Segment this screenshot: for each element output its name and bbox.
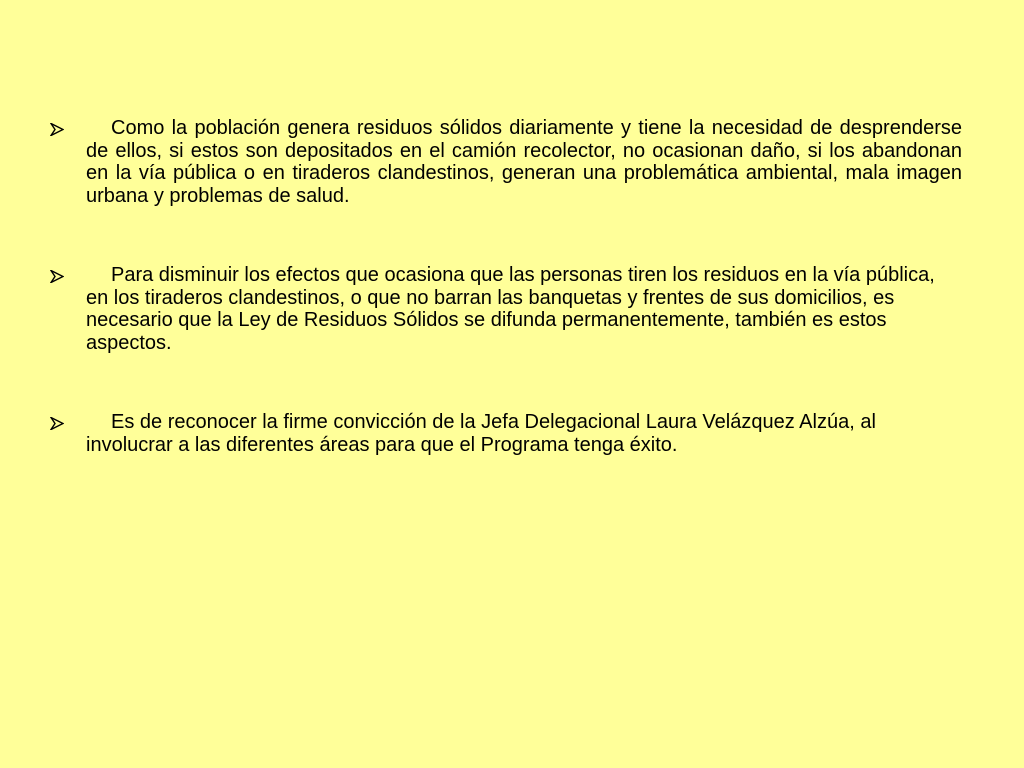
bullet-item-3 [50,411,962,456]
bullet-text-2: Para disminuir los efectos que ocasiona que las personas tiren los residuos en la vía pública, en los tiraderos clandestinos, o que no barran las banquetas y frentes de sus domicilios, es necesario que la Ley de Residuos Sólidos se difunda permanentemente, también es estos aspectos. [86,264,935,354]
arrow-bullet-icon [50,411,64,435]
bullet-text-1: Como la población genera residuos sólidos diariamente y tiene la necesidad de desprenderse de ellos, si estos son depositados en el camión recolector, no ocasionan daño, si los abandonan en la vía pública o en tiraderos clandestinos, generan una problemática ambiental, mala imagen urbana y problemas de salud. [86,117,962,207]
bullet-item-1 [50,117,962,207]
arrow-bullet-icon [50,117,64,141]
bullet-item-2 [50,264,962,354]
bullet-text-3: Es de reconocer la firme convicción de la Jefa Delegacional Laura Velázquez Alzúa, al involucrar a las diferentes áreas para que el Programa tenga éxito. [86,411,876,456]
arrow-bullet-icon [50,264,64,288]
